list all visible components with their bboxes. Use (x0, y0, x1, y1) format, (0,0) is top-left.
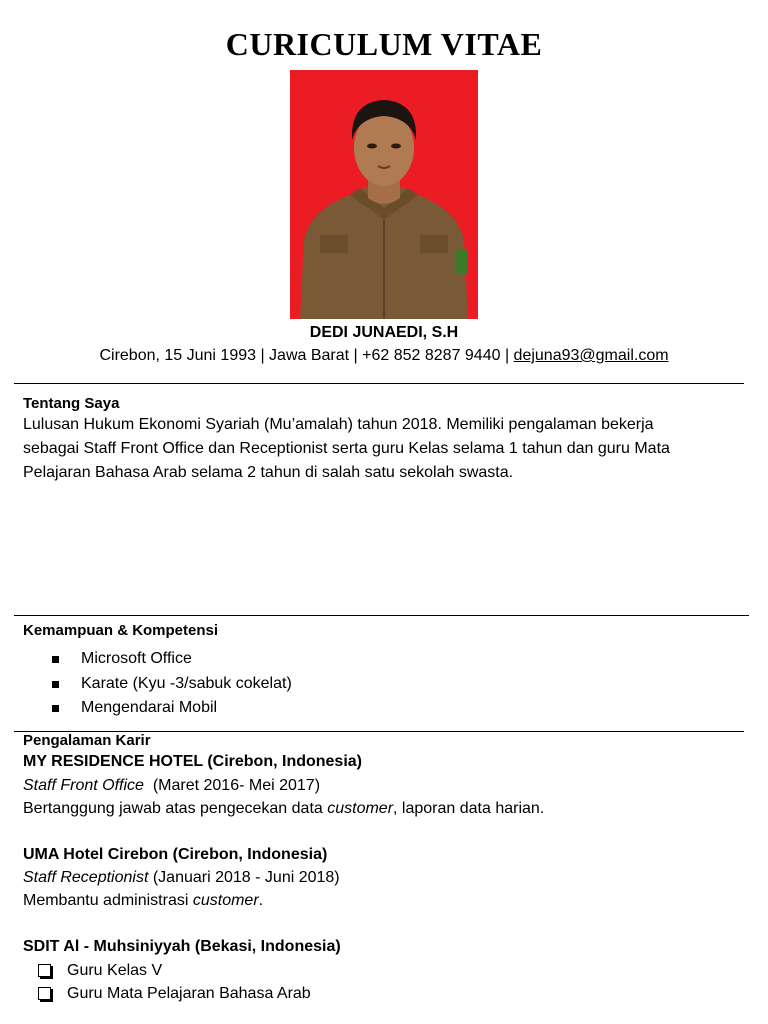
about-heading: Tentang Saya (23, 395, 120, 412)
desc-text: . (258, 892, 264, 909)
job-company: MY RESIDENCE HOTEL (Cirebon, Indonesia) (23, 753, 362, 770)
duty-label: Guru Mata Pelajaran Bahasa Arab (67, 985, 311, 1002)
person-portrait-image (290, 70, 478, 319)
job-role-line (23, 869, 340, 887)
job-period: (Januari 2018 - Juni 2018) (148, 869, 340, 886)
desc-italic: customer (192, 892, 259, 909)
desc-text: , laporan data harian. (393, 800, 545, 817)
list-item (38, 960, 311, 983)
desc-text: Membantu administrasi (23, 892, 193, 909)
list-item (38, 983, 311, 1006)
contact-line (0, 347, 768, 365)
job-description (23, 800, 544, 818)
skill-label: Karate (Kyu -3/sabuk cokelat) (81, 674, 292, 692)
career-heading: Pengalaman Karir (23, 732, 151, 749)
about-line: Pelajaran Bahasa Arab selama 2 tahun di salah satu sekolah swasta. (23, 464, 514, 481)
job-role-line (23, 777, 320, 795)
desc-italic: customer (327, 800, 394, 817)
square-bullet-icon (52, 681, 59, 688)
list-item (52, 672, 292, 697)
checkbox-bullet-icon (38, 964, 51, 977)
skill-label: Mengendarai Mobil (81, 699, 218, 716)
skills-heading: Kemampuan & Kompetensi (23, 622, 219, 639)
contact-details: Cirebon, 15 Juni 1993 | Jawa Barat | +62 852 8287 9440 | (99, 347, 514, 364)
divider (14, 615, 749, 616)
list-item (52, 647, 292, 672)
desc-text: Bertanggung jawab atas pengecekan data (23, 800, 328, 817)
school-duties-list (38, 960, 311, 1006)
job-description (23, 892, 263, 910)
about-line: Lulusan Hukum Ekonomi Syariah (Mu’amalah) tahun 2018. Memiliki pengalaman bekerja (23, 416, 654, 433)
email-link[interactable]: dejuna93@gmail.com (513, 347, 669, 364)
duty-label: Guru Kelas V (67, 962, 163, 979)
checkbox-bullet-icon (38, 987, 51, 1000)
about-line: sebagai Staff Front Office dan Receptionist serta guru Kelas selama 1 tahun dan guru Mata (23, 440, 670, 457)
divider (14, 383, 744, 384)
skills-list (52, 647, 292, 721)
job-role: Staff Front Office (23, 777, 144, 794)
document-title: CURICULUM VITAE (225, 26, 543, 62)
portrait-photo (290, 70, 478, 319)
job-role: Staff Receptionist (23, 869, 149, 886)
square-bullet-icon (52, 656, 59, 663)
job-company: SDIT Al - Muhsiniyyah (Bekasi, Indonesia) (23, 938, 341, 955)
list-item (52, 696, 292, 721)
job-company: UMA Hotel Cirebon (Cirebon, Indonesia) (23, 846, 328, 863)
person-name: DEDI JUNAEDI, S.H (309, 324, 459, 341)
job-period: (Maret 2016- Mei 2017) (143, 777, 321, 794)
about-paragraph (23, 413, 743, 485)
square-bullet-icon (52, 705, 59, 712)
skill-label: Microsoft Office (81, 650, 192, 667)
